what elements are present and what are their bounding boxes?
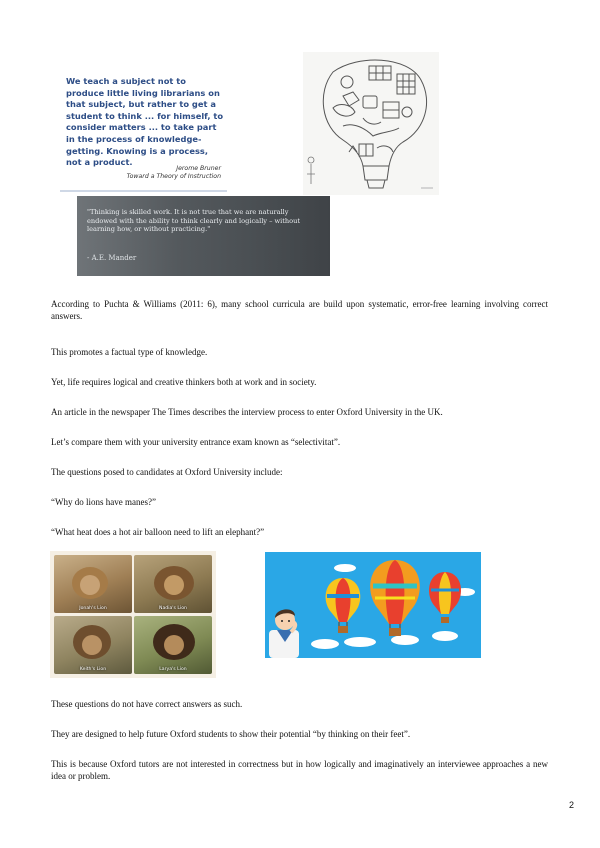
lion-label-4: Larya's Lion [159,667,187,672]
thinking-head-sketch-image [303,52,439,195]
paragraph-5: Let’s compare them with your university entrance exam known as “selectivitat”. [51,437,341,447]
lion-photo-2 [134,555,212,613]
paragraph-7: “Why do lions have manes?” [51,497,156,507]
lion-photo-4 [134,616,212,674]
bruner-quote-attribution [127,165,221,181]
lion-label-3: Keith's Lion [79,667,107,672]
paragraph-1: According to Puchta & Williams (2011: 6), many school curricula are build upon systematic, error-free learning involving correct answers. [51,299,548,322]
paragraph-3: Yet, life requires logical and creative thinkers both at work and in society. [51,377,317,387]
bruner-quote-work: Toward a Theory of Instruction [126,173,221,180]
lion-photo-1 [54,555,132,613]
paragraph-9: These questions do not have correct answers as such. [51,699,243,709]
mander-quote-author: - A.E. Mander [87,254,137,262]
paragraph-6: The questions posed to candidates at Oxford University include: [51,467,283,477]
hot-air-balloons-image [265,552,481,658]
paragraph-10: They are designed to help future Oxford students to show their potential “by thinking on their feet”. [51,729,411,739]
bruner-quote-author: Jerome Bruner [176,165,221,172]
mander-quote-text: "Thinking is skilled work. It is not true that we are naturally endowed with the ability to think clearly and logically – without learning how, or without practicing." [87,208,301,234]
mander-quote-image [77,196,330,276]
bruner-quote-image [60,70,227,192]
page-number: 2 [568,800,574,810]
lion-label-2: Nadia's Lion [159,606,187,611]
lions-collage-image [50,551,216,678]
paragraph-8: “What heat does a hot air balloon need to lift an elephant?” [51,527,265,537]
bruner-quote-text: We teach a subject not to produce little living librarians on that subject, but rather to get a student to think ... for himself, to consider matters ... to take part in the process of knowledge-getting. Knowing is a process, not a product. [66,76,224,168]
lion-label-1: Jonah's Lion [79,606,107,611]
paragraph-2: This promotes a factual type of knowledge. [51,347,208,357]
paragraph-11: This is because Oxford tutors are not interested in correctness but in how logically and imaginatively an interviewee approaches a new idea or problem. [51,759,548,782]
lion-photo-3 [54,616,132,674]
paragraph-4: An article in the newspaper The Times describes the interview process to enter Oxford University in the UK. [51,407,443,417]
